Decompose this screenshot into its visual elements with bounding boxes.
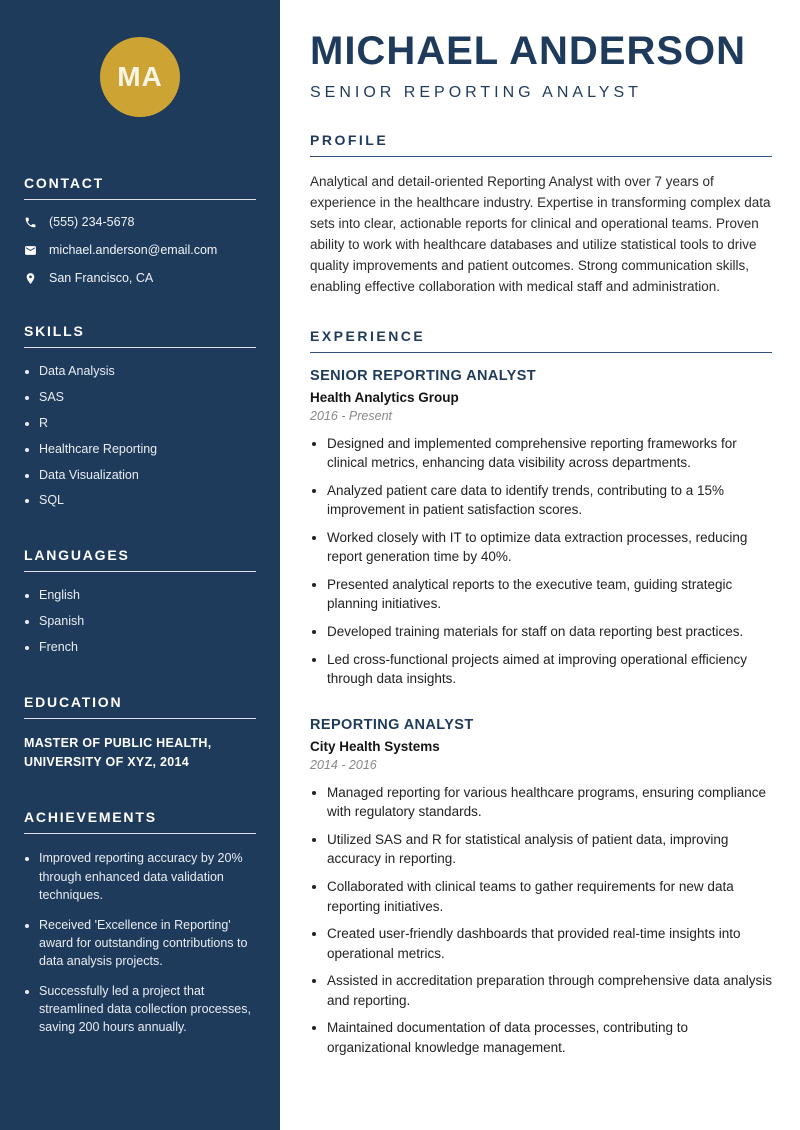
avatar-wrap bbox=[24, 37, 256, 117]
contact-phone: (555) 234-5678 bbox=[49, 215, 135, 229]
languages-heading: LANGUAGES bbox=[24, 547, 256, 572]
experience-job-2 bbox=[310, 717, 772, 1058]
job-bullet: • Designed and implemented comprehensive reporting frameworks for clinical metrics, enhancing data visibility across departments. bbox=[327, 434, 772, 473]
job-bullet: • Worked closely with IT to optimize data extraction processes, reducing report generation time by 40%. bbox=[327, 528, 772, 567]
job-bullet: • Created user-friendly dashboards that provided real-time insights into operational metrics. bbox=[327, 924, 772, 963]
contact-location: San Francisco, CA bbox=[49, 271, 154, 285]
language-item: • English bbox=[39, 587, 256, 604]
avatar: MA bbox=[100, 37, 180, 117]
job-bullet: • Developed training materials for staff on data reporting best practices. bbox=[327, 622, 772, 642]
achievements-heading: ACHIEVEMENTS bbox=[24, 809, 256, 834]
education-heading: EDUCATION bbox=[24, 694, 256, 719]
achievement-item: • Successfully led a project that streamlined data collection processes, saving 200 hours annually. bbox=[39, 982, 256, 1036]
profile-text: Analytical and detail-oriented Reporting Analyst with over 7 years of experience in the healthcare industry. Expertise in transforming complex data sets into clear, actionable reports for clinical and operational teams. Proven ability to work with healthcare databases and utilize statistical tools to drive quality improvements and patient outcomes. Strong communication skills, enabling effective collaboration with medical staff and administration. bbox=[310, 174, 771, 294]
experience-heading: EXPERIENCE bbox=[310, 328, 772, 353]
job-bullet: • Led cross-functional projects aimed at improving operational efficiency through data insights. bbox=[327, 650, 772, 689]
skill-item: • SAS bbox=[39, 389, 256, 406]
contact-phone-row bbox=[24, 215, 256, 229]
job-bullet: • Collaborated with clinical teams to gather requirements for new data reporting initiatives. bbox=[327, 877, 772, 916]
candidate-name: MICHAEL ANDERSON bbox=[310, 29, 747, 73]
achievements-list bbox=[24, 849, 256, 1036]
profile-heading: PROFILE bbox=[310, 132, 772, 157]
job-bullet: • Presented analytical reports to the executive team, guiding strategic planning initiatives. bbox=[327, 575, 772, 614]
contact-location-row bbox=[24, 271, 256, 285]
job-title: SENIOR REPORTING ANALYST bbox=[310, 367, 537, 384]
skills-heading: SKILLS bbox=[24, 323, 256, 348]
skills-list bbox=[24, 363, 256, 509]
job-bullet: • Assisted in accreditation preparation through comprehensive data analysis and reporting. bbox=[327, 971, 772, 1010]
job-bullet: • Utilized SAS and R for statistical analysis of patient data, improving accuracy in reporting. bbox=[327, 830, 772, 869]
job-bullet: • Maintained documentation of data processes, contributing to organizational knowledge management. bbox=[327, 1018, 772, 1057]
job-bullet-list bbox=[310, 434, 772, 689]
phone-icon bbox=[24, 216, 38, 229]
skill-item: • Healthcare Reporting bbox=[39, 441, 256, 458]
education-text: MASTER OF PUBLIC HEALTH, UNIVERSITY OF XYZ, 2014 bbox=[24, 735, 212, 769]
skill-item: • R bbox=[39, 415, 256, 432]
achievement-item: • Improved reporting accuracy by 20% through enhanced data validation techniques. bbox=[39, 849, 256, 903]
email-icon bbox=[24, 244, 38, 257]
job-bullet-list bbox=[310, 783, 772, 1058]
job-company: City Health Systems bbox=[310, 738, 440, 754]
experience-job-1 bbox=[310, 368, 772, 689]
skill-item: • SQL bbox=[39, 492, 256, 509]
achievement-item: • Received 'Excellence in Reporting' award for outstanding contributions to data analysis projects. bbox=[39, 916, 256, 970]
skill-item: • Data Visualization bbox=[39, 467, 256, 484]
language-item: • Spanish bbox=[39, 613, 256, 630]
candidate-headline: SENIOR REPORTING ANALYST bbox=[310, 84, 642, 101]
contact-email: michael.anderson@email.com bbox=[49, 243, 218, 257]
job-dates: 2016 - Present bbox=[310, 408, 392, 423]
job-title: REPORTING ANALYST bbox=[310, 716, 474, 733]
job-bullet: • Managed reporting for various healthcare programs, ensuring compliance with regulatory standards. bbox=[327, 783, 772, 822]
job-company: Health Analytics Group bbox=[310, 389, 459, 405]
main-content bbox=[280, 0, 800, 1130]
sidebar bbox=[0, 0, 280, 1130]
skill-item: • Data Analysis bbox=[39, 363, 256, 380]
job-dates: 2014 - 2016 bbox=[310, 757, 377, 772]
language-item: • French bbox=[39, 639, 256, 656]
location-pin-icon bbox=[24, 272, 38, 285]
languages-list bbox=[24, 587, 256, 656]
job-bullet: • Analyzed patient care data to identify trends, contributing to a 15% improvement in patient satisfaction scores. bbox=[327, 481, 772, 520]
contact-heading: CONTACT bbox=[24, 175, 256, 200]
contact-email-row bbox=[24, 243, 256, 257]
